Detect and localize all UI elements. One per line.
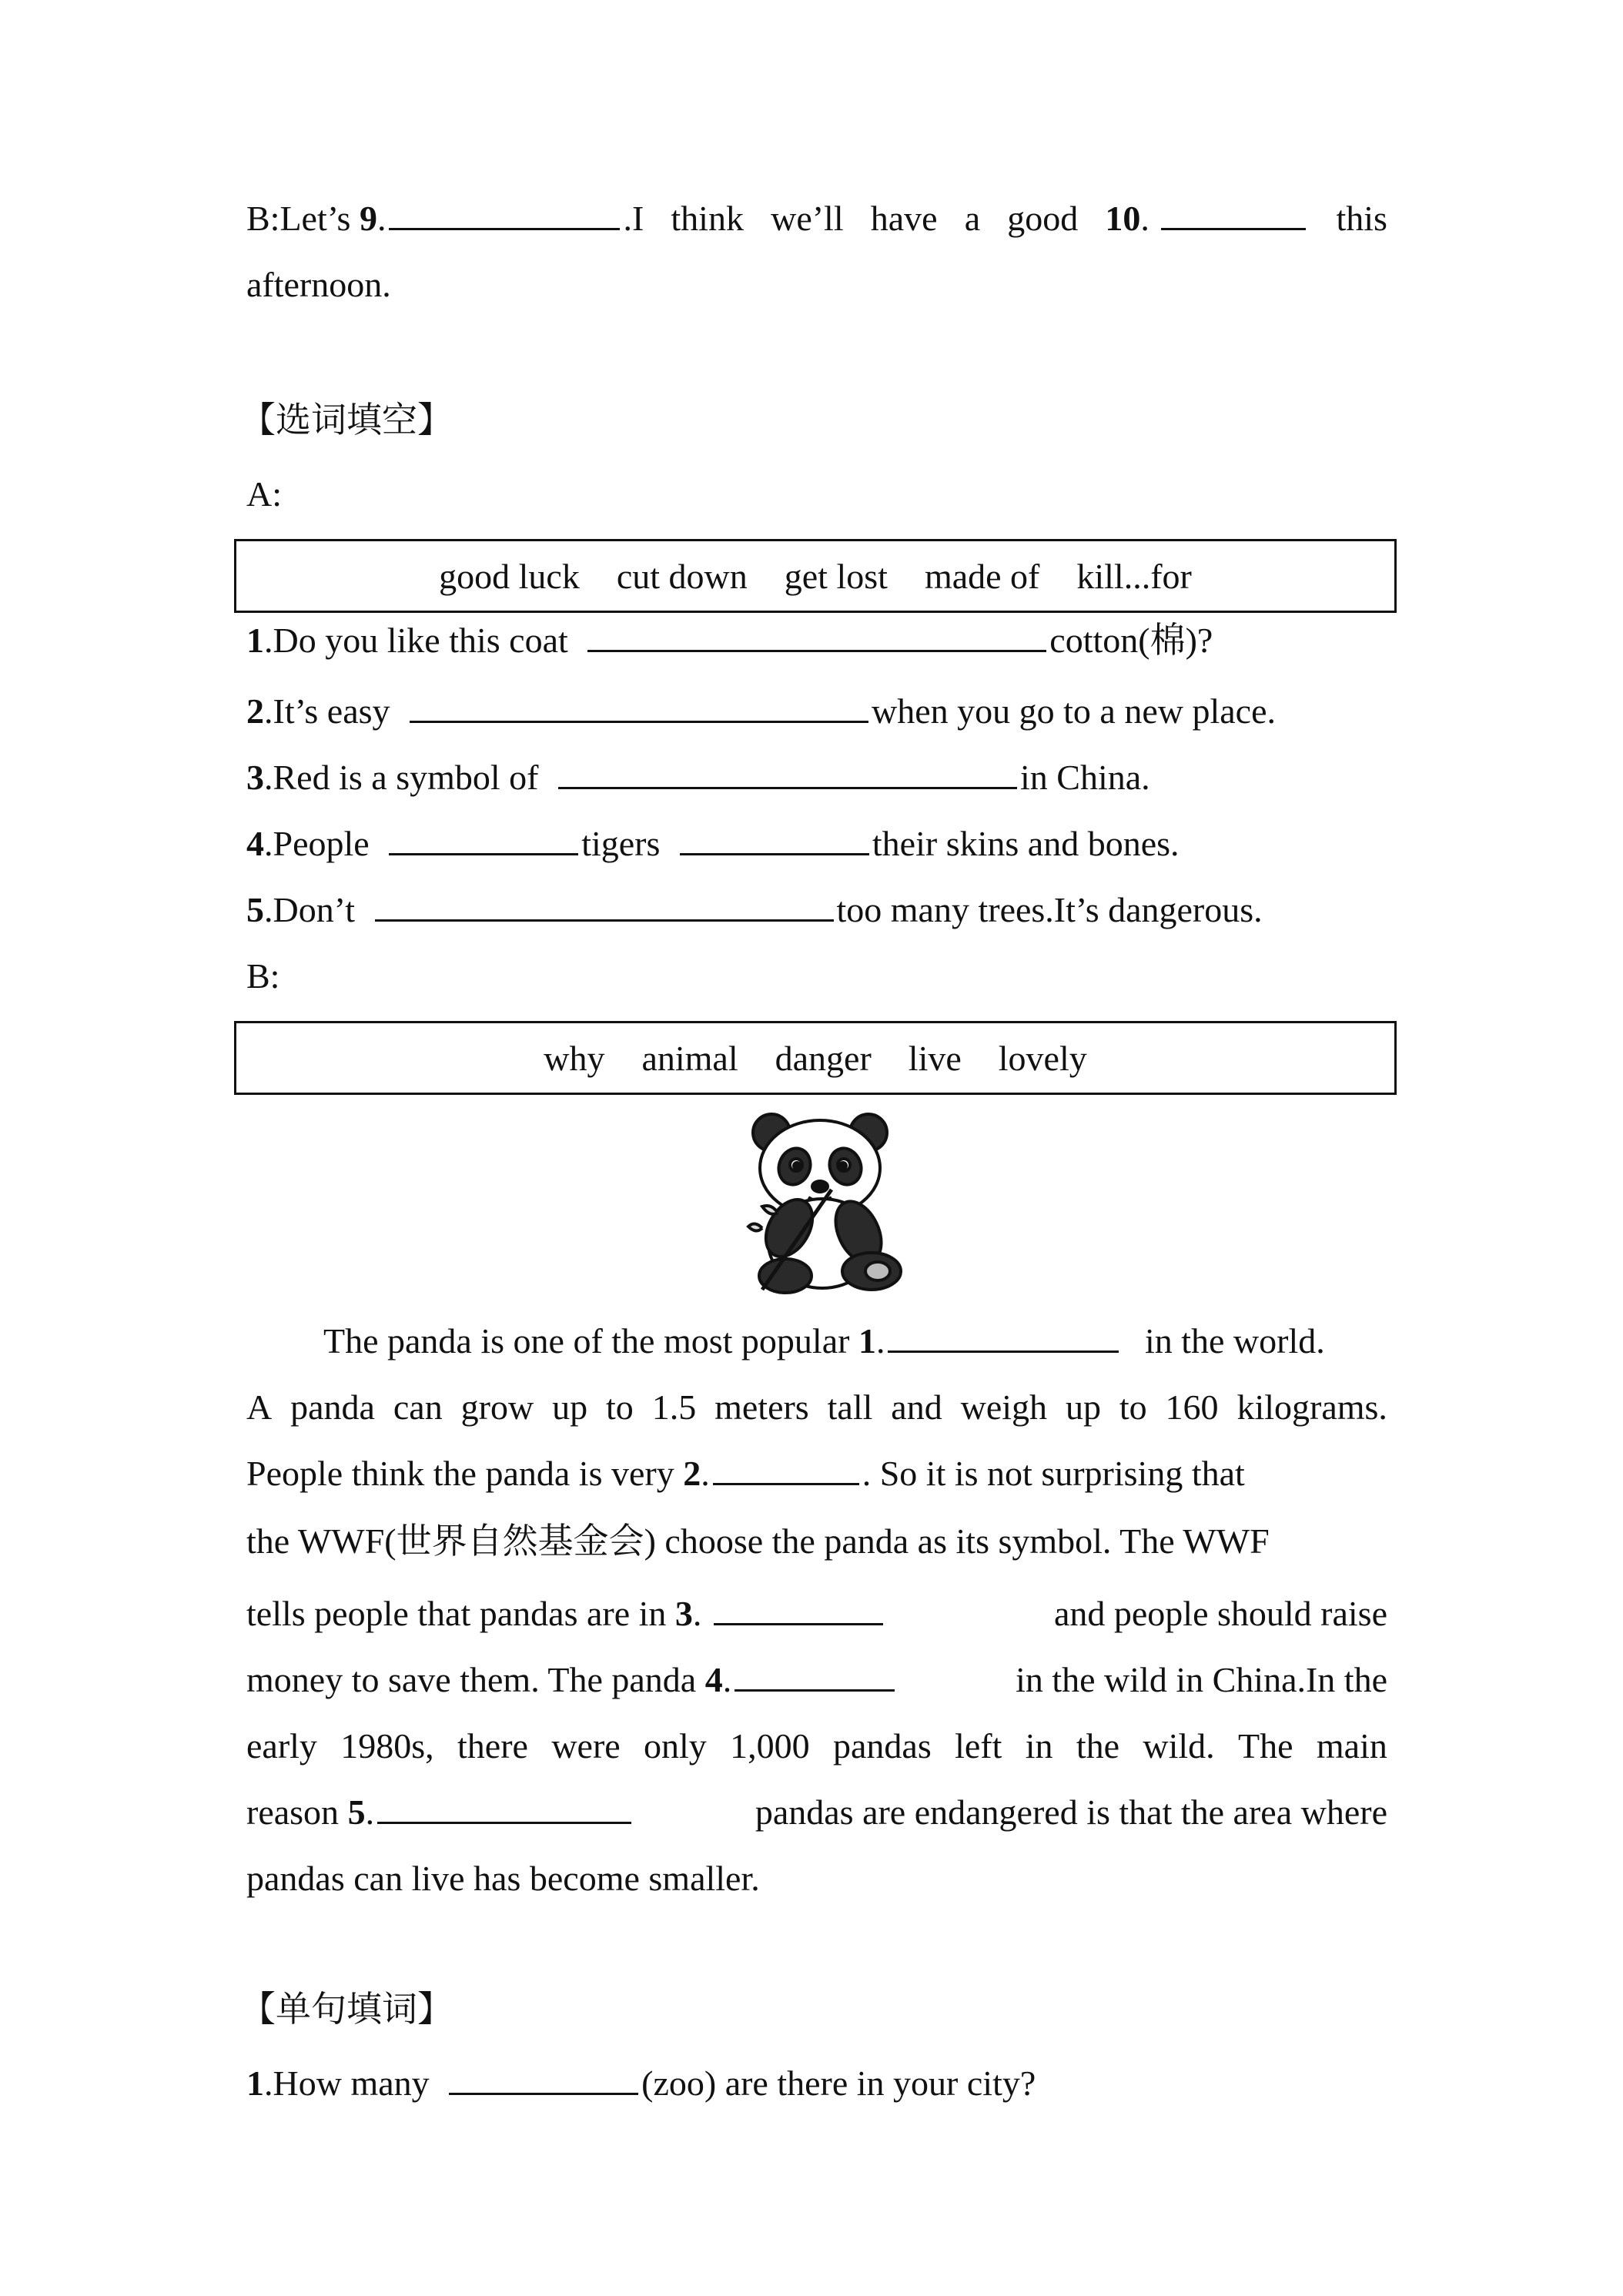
question-s1: 1.How many (zoo) are there in your city? (246, 2063, 1036, 2103)
question-a5: 5.Don’t too many trees.It’s dangerous. (246, 890, 1263, 929)
blank-a4-2[interactable] (680, 822, 869, 855)
word-option: made of (924, 556, 1040, 596)
part-a-label: A: (246, 474, 282, 514)
passage-line-3: People think the panda is very 2. . So it is not surprising that (246, 1454, 1245, 1493)
question-a3: 3.Red is a symbol of in China. (246, 758, 1150, 797)
dialogue-line-9-10: B:Let’s 9. .I think we’ll have a good 10. this (246, 199, 1387, 238)
blank-b2[interactable] (713, 1452, 859, 1485)
passage-line-8: reason 5. pandas are endangered is that the area where (246, 1792, 1387, 1832)
word-option: why (544, 1038, 605, 1078)
passage-line-1: The panda is one of the most popular 1. in the world. (323, 1321, 1325, 1361)
blank-9[interactable] (389, 197, 620, 230)
blank-a4-1[interactable] (389, 822, 578, 855)
word-option: live (908, 1038, 962, 1078)
dialogue-line-end: afternoon. (246, 265, 391, 304)
word-option: get lost (784, 556, 888, 596)
blank-a5[interactable] (375, 889, 834, 922)
word-option: cut down (616, 556, 748, 596)
word-option: lovely (998, 1038, 1087, 1078)
blank-b1[interactable] (888, 1320, 1119, 1353)
passage-line-5: tells people that pandas are in 3. and people should raise (246, 1594, 1387, 1633)
word-option: good luck (439, 556, 580, 596)
word-option: animal (641, 1038, 738, 1078)
passage-line-7: early 1980s, there were only 1,000 pandas left in the wild. The main (246, 1726, 1387, 1766)
blank-s1[interactable] (449, 2062, 638, 2095)
blank-a3[interactable] (558, 756, 1017, 789)
passage-line-4: the WWF(世界自然基金会) choose the panda as its symbol. The WWF (246, 1521, 1270, 1561)
section-heading-sentence-fill: 【单句填词】 (240, 1990, 453, 2029)
blank-b5[interactable] (377, 1791, 631, 1824)
question-a2: 2.It’s easy when you go to a new place. (246, 691, 1277, 731)
blank-a2[interactable] (410, 690, 868, 723)
panda-icon (731, 1097, 909, 1297)
section-heading-word-fill: 【选词填空】 (240, 400, 453, 440)
blank-b3[interactable] (714, 1592, 883, 1625)
question-a1: 1.Do you like this coat cotton(棉)? (246, 621, 1213, 660)
word-option: danger (775, 1038, 872, 1078)
passage-line-2: A panda can grow up to 1.5 meters tall and weigh up to 160 kilograms. (246, 1387, 1387, 1427)
word-box-a (234, 539, 1397, 613)
blank-a1[interactable] (587, 619, 1046, 652)
part-b-label: B: (246, 956, 280, 996)
passage-line-9: pandas can live has become smaller. (246, 1859, 760, 1898)
question-a4: 4.People tigers their skins and bones. (246, 824, 1180, 863)
passage-line-6: money to save them. The panda 4. in the wild in China.In the (246, 1660, 1387, 1699)
blank-10[interactable] (1161, 197, 1306, 230)
word-option: kill...for (1076, 556, 1192, 596)
blank-b4[interactable] (735, 1658, 895, 1692)
word-box-b (234, 1021, 1397, 1095)
